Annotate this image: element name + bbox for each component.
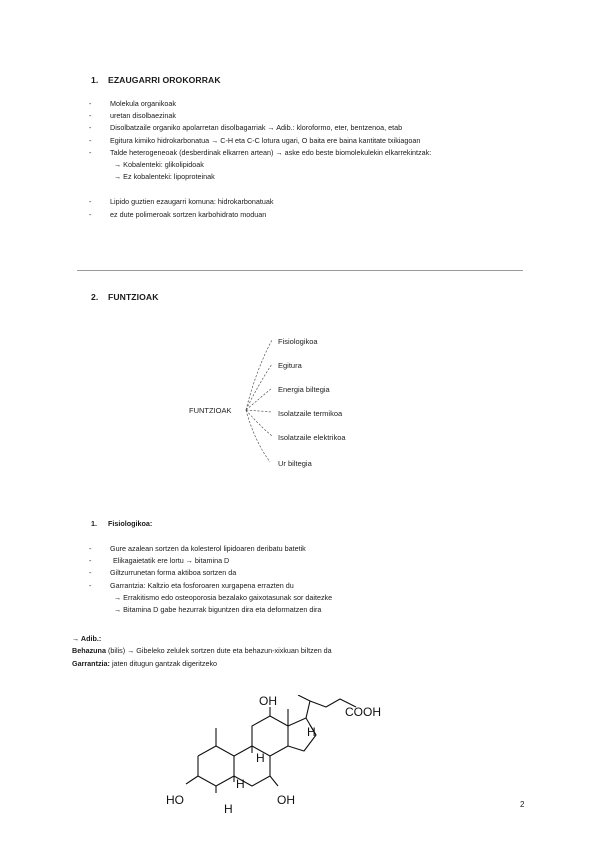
list-item: - Gure azalean sortzen da kolesterol lipidoaren deribatu batetik: [89, 544, 306, 553]
section-2-number: 2.: [91, 292, 99, 302]
diagram-branch: Ur biltegia: [278, 459, 312, 468]
diagram-branch: Energia biltegia: [278, 385, 330, 394]
branch-line: [246, 410, 270, 462]
list-subitem: → Bitamina D gabe hezurrak biguntzen dira eta deformatzen dira: [114, 604, 322, 614]
example-line-2: Garrantzia: jaten ditugun gantzak digeritzeko: [72, 659, 218, 668]
list-item: - Giltzurrunetan forma aktiboa sortzen da: [89, 568, 237, 578]
list-item: - Egitura kimiko hidrokarbonatua → C-H eta C-C lotura ugari, O baita ere baina kantitate txikiagoan: [89, 135, 421, 145]
list-subitem: → Errakitismo edo osteoporosia bezalako gaixotasunak sor daitezke: [114, 592, 333, 602]
molecule-label: H: [307, 725, 316, 739]
diagram-branch: Fisiologikoa: [278, 337, 318, 346]
branch-line: [246, 388, 272, 410]
diagram-branch: Egitura: [278, 361, 302, 370]
example-label: → Adib.:: [72, 634, 102, 643]
cholic-acid-structure: [160, 695, 400, 820]
molecule-label: H: [224, 802, 233, 816]
list-subitem: → Ez kobalenteki: lipoproteinak: [114, 172, 215, 182]
section-1-title: EZAUGARRI OROKORRAK: [108, 75, 221, 85]
molecule-label: COOH: [345, 705, 381, 719]
section-2-title: FUNTZIOAK: [108, 292, 159, 302]
branch-line: [246, 364, 272, 410]
page-number: 2: [520, 800, 525, 809]
list-item: - Lipido guztien ezaugarri komuna: hidrokarbonatuak: [89, 197, 274, 207]
list-subitem: → Kobalenteki: glikolipidoak: [114, 159, 204, 169]
subsection-list: [89, 543, 333, 616]
subsection-number: 1.: [91, 519, 97, 528]
example-line-1: Behazuna (bilis) → Gibeleko zelulek sortzen dute eta behazun-xixkuan biltzen da: [72, 646, 332, 655]
molecule-label: H: [256, 751, 265, 765]
molecule-label: H: [236, 777, 245, 791]
list-item: - Molekula organikoak: [89, 99, 176, 108]
list-item: - Disolbatzaile organiko apolarretan disolbagarriak → Adib.: kloroformo, eter, bentzenoa, etab: [89, 123, 403, 133]
list-item: - ez dute polimeroak sortzen karbohidrato moduan: [89, 209, 267, 219]
branch-line: [246, 340, 272, 410]
molecule-label: OH: [277, 793, 295, 807]
subsection-title: Fisiologikoa:: [108, 519, 153, 528]
list-item: - Garrantzia: Kaltzio eta fosforoaren xurgapena errazten du: [89, 580, 294, 590]
molecule-label: HO: [166, 793, 184, 807]
diagram-branch: Isolatzaile termikoa: [278, 409, 343, 418]
list-item: - Elikagaietatik ere lortu → bitamina D: [89, 556, 230, 566]
diagram-branch: Isolatzaile elektrikoa: [278, 433, 346, 442]
list-item: - uretan disolbaezinak: [89, 111, 176, 121]
diagram-root: FUNTZIOAK: [189, 406, 232, 415]
molecule-label: OH: [259, 695, 277, 708]
section-1-number: 1.: [91, 75, 99, 85]
branch-line: [246, 410, 272, 412]
list-item: - Talde heterogeneoak (desberdinak elkarren artean) → aske edo beste biomolekulekin elkarrekintzak:: [89, 147, 432, 157]
